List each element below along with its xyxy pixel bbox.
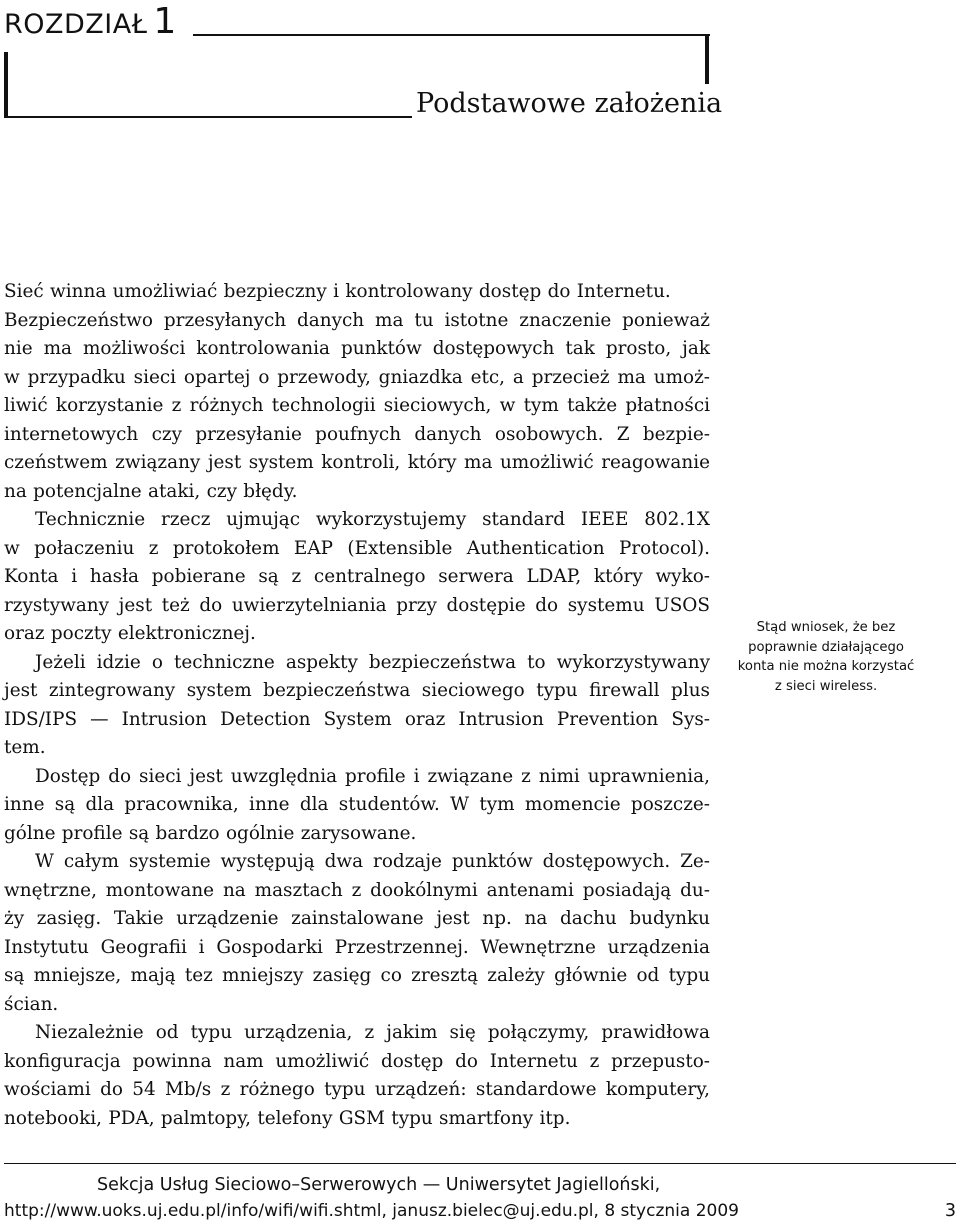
margin-note — [724, 618, 928, 696]
footer-affiliation: Sekcja Usług Sieciowo–Serwerowych — Uniwersytet Jagielloński, — [97, 1175, 661, 1195]
body-line: Dostęp do sieci jest uwzględnia profile i związane z nimi uprawnienia, — [35, 765, 710, 787]
body-line: gólne profile są bardzo ogólnie zarysowane. — [4, 822, 417, 844]
body-line: na potencjalne ataki, czy błędy. — [4, 480, 298, 502]
body-line: Sieć winna umożliwiać bezpieczny i kontrolowany dostęp do Internetu. — [4, 281, 671, 302]
body-line: rzystywany jest też do uwierzytelniania przy dostępie do systemu USOS — [4, 594, 710, 616]
chapter-number: 1 — [153, 1, 177, 42]
body-line: oraz poczty elektronicznej. — [4, 623, 256, 644]
margin-note-line: Stąd wniosek, że bez — [756, 620, 896, 635]
chapter-title: Podstawowe założenia — [416, 88, 723, 119]
chapter-frame-right-rule — [705, 34, 709, 84]
body-line: czeństwem związany jest system kontroli, który ma umożliwić reagowanie — [4, 452, 710, 473]
chapter-frame-bottom-rule — [4, 116, 412, 118]
body-line: są mniejsze, mają tez mniejszy zasięg co zresztą zależy głównie od typu — [4, 965, 710, 986]
body-line: Jeżeli idzie o techniczne aspekty bezpieczeństwa to wykorzystywany — [35, 651, 710, 673]
body-line: Konta i hasła pobierane są z centralnego serwera LDAP, który wyko- — [4, 566, 710, 587]
body-line: Bezpieczeństwo przesyłanych danych ma tu istotne znaczenie ponieważ — [4, 309, 710, 331]
chapter-frame-top-rule — [193, 34, 710, 36]
body-line: inne są dla pracownika, inne dla studentów. W tym momencie poszcze- — [4, 794, 710, 815]
body-line: wościami do 54 Mb/s z różnego typu urządzeń: standardowe komputery, — [4, 1079, 710, 1100]
chapter-heading-label — [4, 2, 177, 45]
body-line: notebooki, PDA, palmtopy, telefony GSM typu smartfony itp. — [4, 1107, 571, 1129]
margin-note-line: z sieci wireless. — [774, 678, 878, 694]
footer-rule — [4, 1163, 956, 1164]
body-line: tem. — [4, 737, 46, 758]
body-line: W całym systemie występują dwa rodzaje punktów dostępowych. Ze- — [35, 851, 710, 872]
margin-note-line: poprawnie działającego — [748, 639, 904, 655]
body-line: wnętrzne, montowane na masztach z dookólnymi antenami posiadają du- — [4, 879, 710, 901]
page-number: 3 — [944, 1201, 956, 1221]
body-line: w połaczeniu z protokołem EAP (Extensible Authentication Protocol). — [4, 537, 710, 559]
chapter-frame-left-rule — [4, 52, 8, 118]
body-line: ścian. — [4, 993, 59, 1015]
body-line: Instytutu Geografii i Gospodarki Przestrzennej. Wewnętrzne urządzenia — [4, 936, 710, 958]
body-line: ży zasięg. Takie urządzenie zainstalowane jest np. na dachu budynku — [4, 908, 710, 929]
body-line: liwić korzystanie z różnych technologii sieciowych, w tym także płatności — [4, 395, 710, 416]
body-text — [4, 278, 710, 1133]
footer-url-email-date: http://www.uoks.uj.edu.pl/info/wifi/wifi.shtml, janusz.bielec@uj.edu.pl, 8 stycznia 2009 — [4, 1201, 739, 1221]
chapter-label-text: ROZDZIAŁ — [4, 9, 148, 40]
body-line: Niezależnie od typu urządzenia, z jakim się połączymy, prawidłowa — [35, 1022, 710, 1043]
body-line: konfiguracja powinna nam umożliwić dostęp do Internetu z przepusto- — [4, 1050, 710, 1072]
body-line: nie ma możliwości kontrolowania punktów dostępowych tak prosto, jak — [4, 338, 710, 359]
body-line: internetowych czy przesyłanie poufnych danych osobowych. Z bezpie- — [4, 423, 710, 445]
margin-note-line: konta nie można korzystać — [737, 659, 915, 674]
body-line: jest zintegrowany system bezpieczeństwa sieciowego typu firewall plus — [4, 680, 710, 701]
body-line: Technicznie rzecz ujmując wykorzystujemy standard IEEE 802.1X — [35, 509, 710, 530]
body-line: IDS/IPS — Intrusion Detection System oraz Intrusion Prevention Sys- — [4, 708, 710, 730]
body-line: w przypadku sieci opartej o przewody, gniazdka etc, a przecież ma umoż- — [4, 366, 710, 388]
